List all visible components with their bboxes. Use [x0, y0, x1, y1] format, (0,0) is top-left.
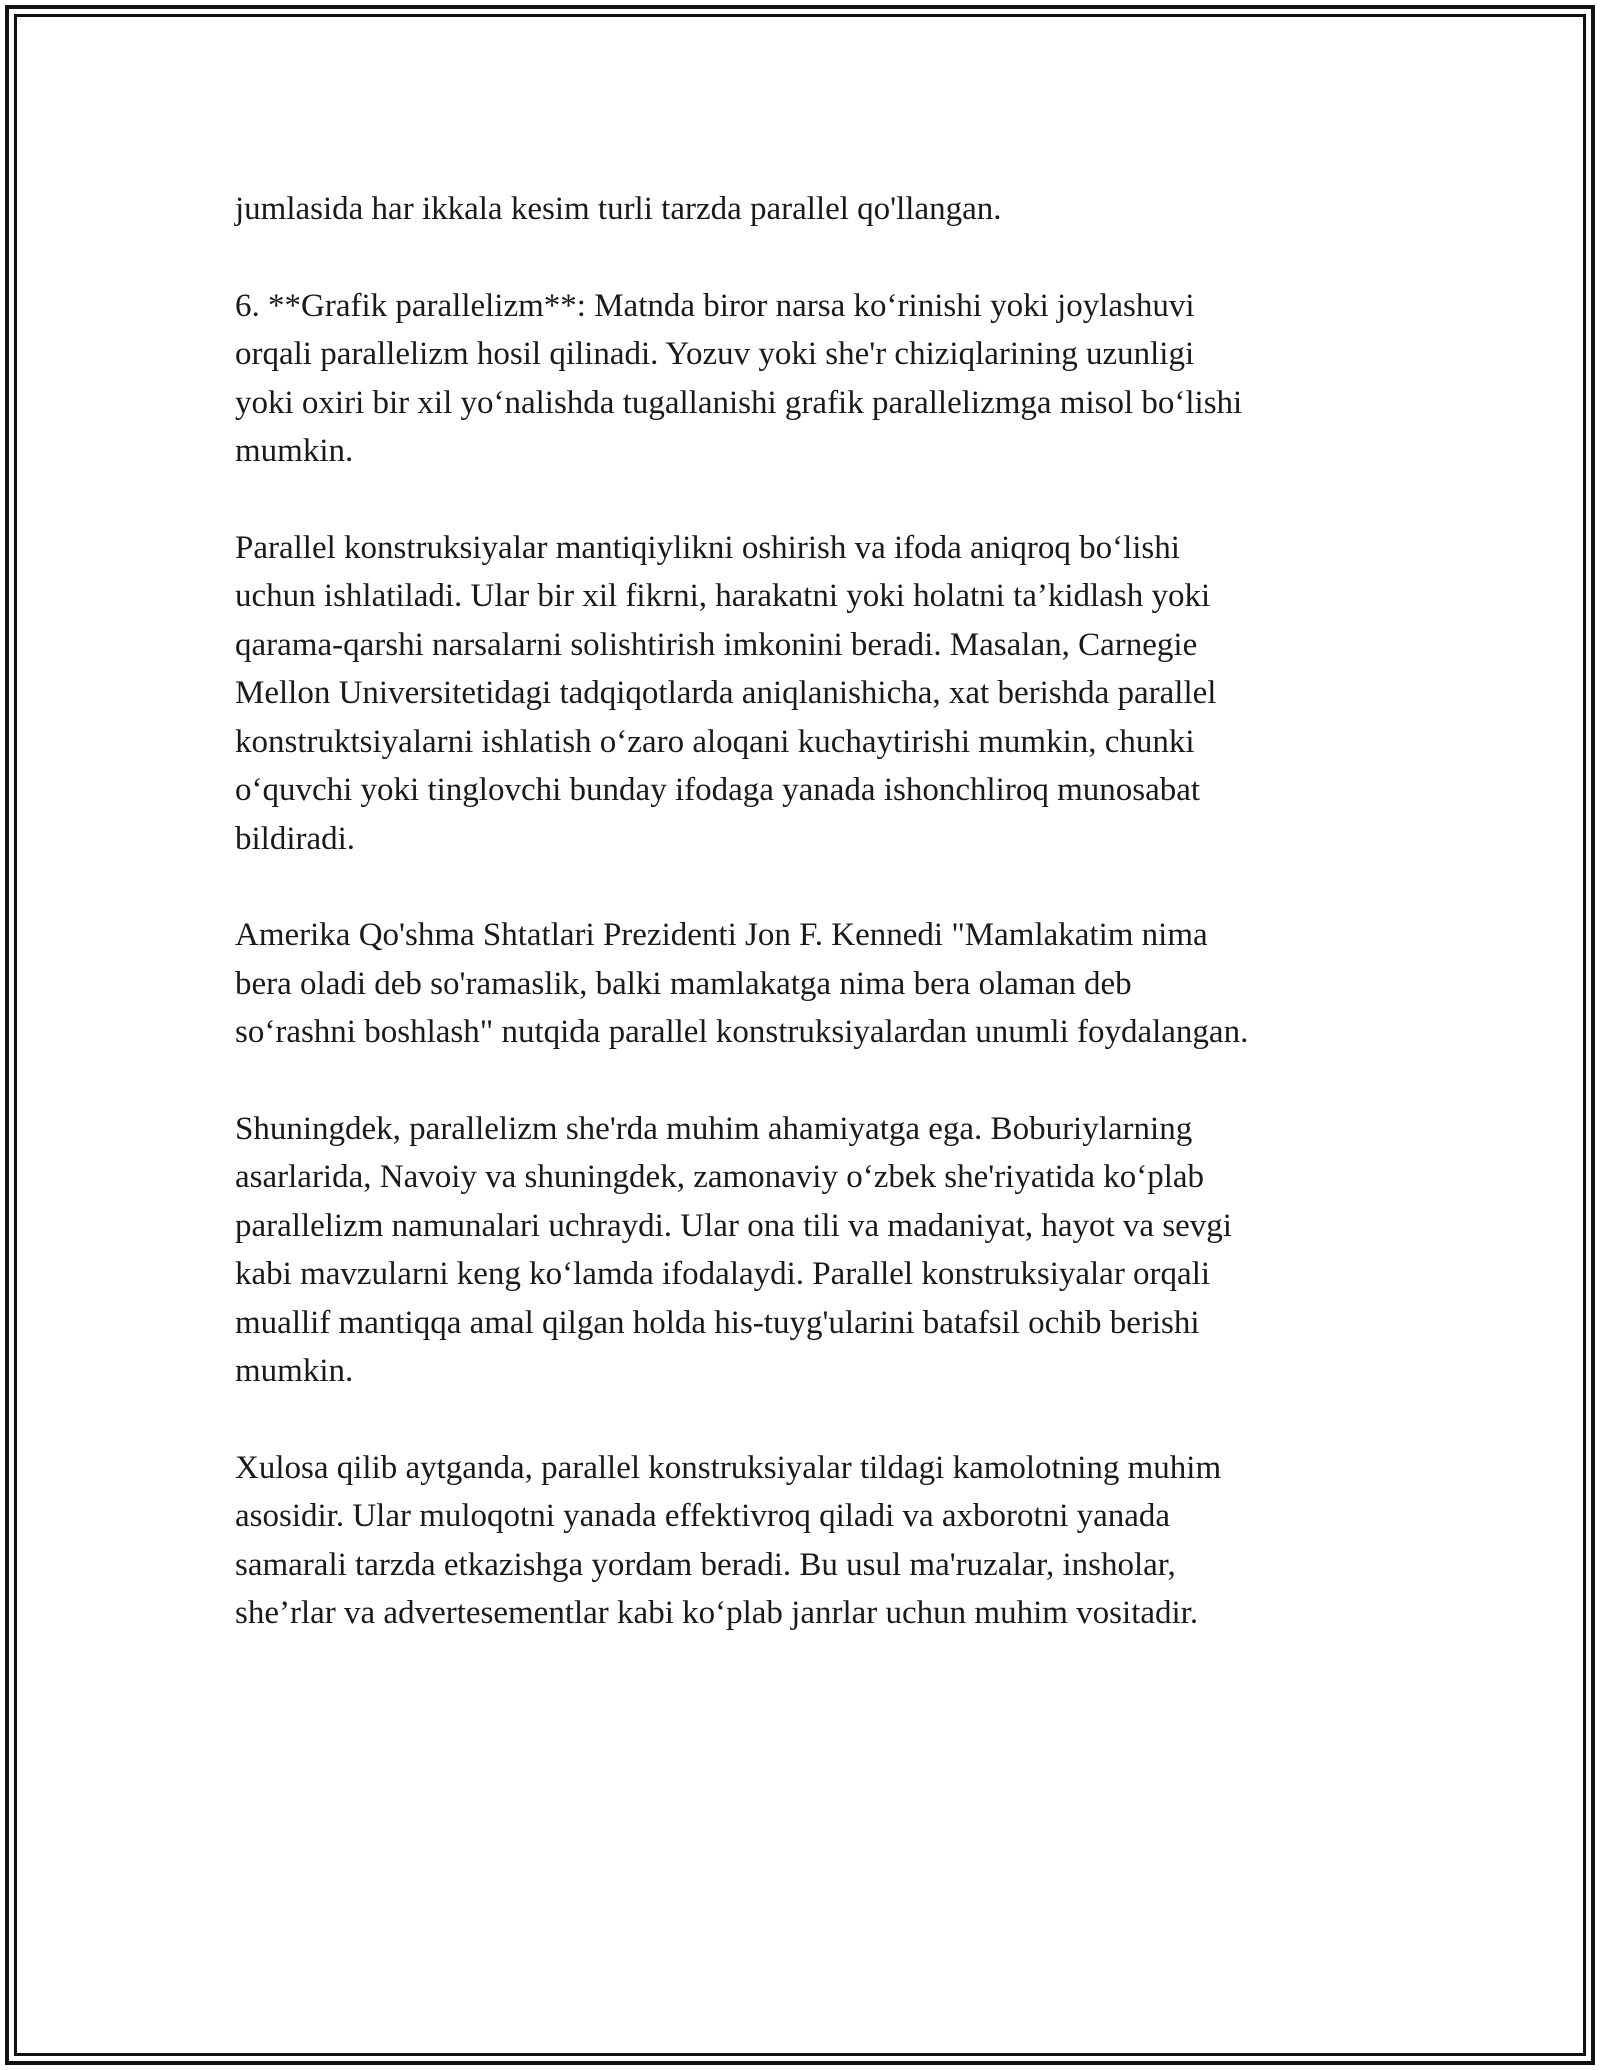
paragraph-graphic-parallelism: 6. **Grafik parallelizm**: Matnda biror narsa ko‘rinishi yoki joylashuvi orqali parallelizm hosil qilinadi. Yozuv yoki she'r chiziqlarining uzunligi yoki oxiri bir xil yo‘nalishda tugallanishi grafik parallelizmga misol bo‘lishi mumkin.	[235, 287, 1243, 469]
paragraph-kennedy-example: Amerika Qo'shma Shtatlari Prezidenti Jon F. Kennedi "Mamlakatim nima bera oladi deb so'ramaslik, balki mamlakatga nima bera olaman deb so‘rashni boshlash" nutqida parallel konstruksiyalardan unumli foydalangan.	[235, 917, 1249, 1050]
paragraph-continuation: jumlasida har ikkala kesim turli tarzda parallel qo'llangan.	[235, 191, 1002, 227]
paragraph-conclusion: Xulosa qilib aytganda, parallel konstruksiyalar tildagi kamolotning muhim asosidir. Ular muloqotni yanada effektivroq qiladi va axborotni yanada samarali tarzda etkazishga yordam beradi. Bu usul ma'ruzalar, insholar, she’rlar va advertesementlar kabi ko‘plab janrlar uchun muhim vositadir.	[235, 1449, 1222, 1631]
paragraph-poetry: Shuningdek, parallelizm she'rda muhim ahamiyatga ega. Boburiylarning asarlarida, Navoiy va shuningdek, zamonaviy o‘zbek she'riyatida ko‘plab parallelizm namunalari uchraydi. Ular ona tili va madaniyat, hayot va sevgi kabi mavzularni keng ko‘lamda ifodalaydi. Parallel konstruksiyalar orqali muallif mantiqqa amal qilgan holda his-tuyg'ularini batafsil ochib berishi mumkin.	[235, 1110, 1232, 1389]
document-body	[235, 185, 1375, 1686]
paragraph-purpose: Parallel konstruksiyalar mantiqiylikni oshirish va ifoda aniqroq bo‘lishi uchun ishlatiladi. Ular bir xil fikrni, harakatni yoki holatni ta’kidlash yoki qarama-qarshi narsalarni solishtirish imkonini beradi. Masalan, Carnegie Mellon Universitetidagi tadqiqotlarda aniqlanishicha, xat berishda parallel konstruktsiyalarni ishlatish o‘zaro aloqani kuchaytirishi mumkin, chunki o‘quvchi yoki tinglovchi bunday ifodaga yanada ishonchliroq munosabat bildiradi.	[235, 529, 1217, 857]
